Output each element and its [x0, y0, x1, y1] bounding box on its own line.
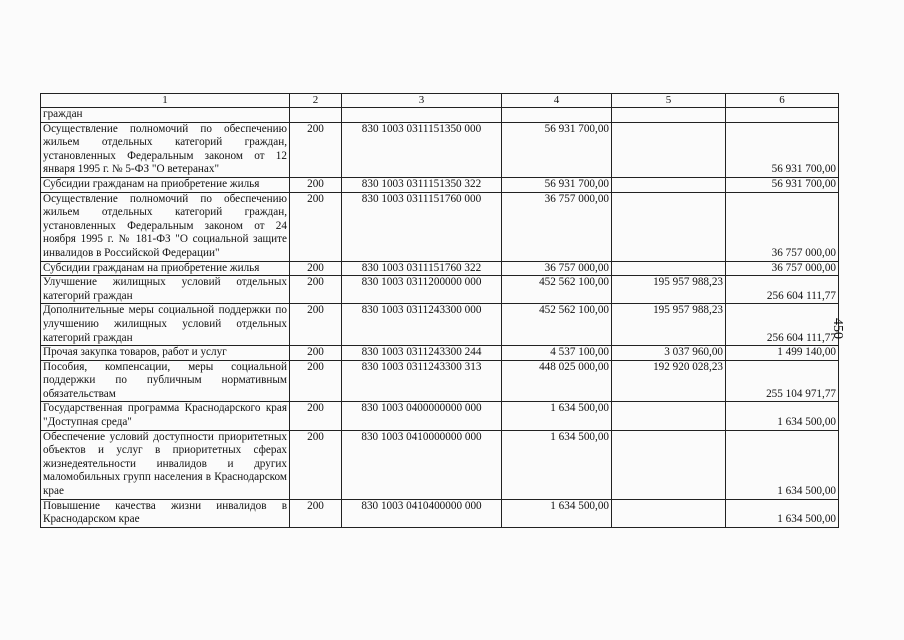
row-amount-5-cell: 195 957 988,23: [612, 276, 726, 304]
row-amount-5-cell: [612, 402, 726, 430]
row-amount-4-cell: 1 634 500,00: [502, 499, 612, 527]
row-classification-cell: 830 1003 0410000000 000: [342, 430, 502, 499]
budget-table: [40, 93, 839, 528]
row-amount-4-cell: 452 562 100,00: [502, 304, 612, 346]
row-code-cell: [290, 108, 342, 123]
row-classification-cell: 830 1003 0311243300 244: [342, 346, 502, 361]
row-classification-cell: 830 1003 0311200000 000: [342, 276, 502, 304]
row-code-cell: 200: [290, 402, 342, 430]
row-name-cell: Субсидии гражданам на приобретение жилья: [41, 261, 290, 276]
row-amount-5-cell: 192 920 028,23: [612, 360, 726, 402]
row-amount-4-cell: 36 757 000,00: [502, 192, 612, 261]
row-name-cell: граждан: [41, 108, 290, 123]
row-amount-5-cell: [612, 177, 726, 192]
row-amount-4-cell: 36 757 000,00: [502, 261, 612, 276]
row-amount-4-cell: 56 931 700,00: [502, 122, 612, 177]
row-name-cell: Прочая закупка товаров, работ и услуг: [41, 346, 290, 361]
table-row: [41, 108, 839, 123]
row-name-cell: Осуществление полномочий по обеспечению жильем отдельных категорий граждан, установленных Федеральным законом от 12 января 1995 г. № 5-ФЗ "О ветеранах": [41, 122, 290, 177]
column-header-1: 1: [41, 94, 290, 108]
row-code-cell: 200: [290, 499, 342, 527]
table-row: [41, 346, 839, 361]
table-row: [41, 360, 839, 402]
row-code-cell: 200: [290, 346, 342, 361]
row-amount-5-cell: [612, 430, 726, 499]
table-row: [41, 192, 839, 261]
row-code-cell: 200: [290, 304, 342, 346]
row-code-cell: 200: [290, 276, 342, 304]
budget-table-body: [41, 94, 839, 528]
table-row: [41, 177, 839, 192]
row-name-cell: Повышение качества жизни инвалидов в Краснодарском крае: [41, 499, 290, 527]
column-header-2: 2: [290, 94, 342, 108]
row-amount-5-cell: [612, 122, 726, 177]
row-classification-cell: 830 1003 0311243300 000: [342, 304, 502, 346]
row-code-cell: 200: [290, 430, 342, 499]
row-classification-cell: 830 1003 0311151760 322: [342, 261, 502, 276]
table-row: [41, 499, 839, 527]
row-amount-5-cell: 195 957 988,23: [612, 304, 726, 346]
row-classification-cell: 830 1003 0311151350 322: [342, 177, 502, 192]
table-row: [41, 402, 839, 430]
row-amount-5-cell: [612, 261, 726, 276]
row-amount-6-cell: 1 634 500,00: [726, 430, 839, 499]
row-amount-6-cell: 1 499 140,00: [726, 346, 839, 361]
row-amount-5-cell: 3 037 960,00: [612, 346, 726, 361]
row-name-cell: Обеспечение условий доступности приоритетных объектов и услуг в приоритетных сферах жизнедеятельности инвалидов и других маломобильных групп населения в Краснодарском крае: [41, 430, 290, 499]
table-row: [41, 430, 839, 499]
row-amount-6-cell: 56 931 700,00: [726, 177, 839, 192]
row-amount-6-cell: 36 757 000,00: [726, 261, 839, 276]
row-amount-4-cell: 1 634 500,00: [502, 402, 612, 430]
row-code-cell: 200: [290, 192, 342, 261]
row-name-cell: Государственная программа Краснодарского края "Доступная среда": [41, 402, 290, 430]
row-classification-cell: 830 1003 0311151350 000: [342, 122, 502, 177]
table-row: [41, 304, 839, 346]
row-amount-4-cell: 1 634 500,00: [502, 430, 612, 499]
row-amount-6-cell: 256 604 111,77: [726, 276, 839, 304]
row-amount-6-cell: 1 634 500,00: [726, 499, 839, 527]
row-name-cell: Улучшение жилищных условий отдельных категорий граждан: [41, 276, 290, 304]
row-amount-5-cell: [612, 108, 726, 123]
table-row: [41, 276, 839, 304]
row-classification-cell: 830 1003 0410400000 000: [342, 499, 502, 527]
page-number: 450: [830, 318, 845, 339]
column-header-6: 6: [726, 94, 839, 108]
row-code-cell: 200: [290, 122, 342, 177]
column-header-5: 5: [612, 94, 726, 108]
row-amount-4-cell: [502, 108, 612, 123]
row-amount-4-cell: 56 931 700,00: [502, 177, 612, 192]
row-amount-5-cell: [612, 192, 726, 261]
column-number-header-row: [41, 94, 839, 108]
row-name-cell: Дополнительные меры социальной поддержки по улучшению жилищных условий отдельных категорий граждан: [41, 304, 290, 346]
row-amount-6-cell: 36 757 000,00: [726, 192, 839, 261]
row-amount-6-cell: 256 604 111,77: [726, 304, 839, 346]
row-amount-6-cell: [726, 108, 839, 123]
table-row: [41, 261, 839, 276]
row-amount-6-cell: 255 104 971,77: [726, 360, 839, 402]
row-name-cell: Субсидии гражданам на приобретение жилья: [41, 177, 290, 192]
row-code-cell: 200: [290, 261, 342, 276]
row-amount-6-cell: 1 634 500,00: [726, 402, 839, 430]
row-classification-cell: [342, 108, 502, 123]
row-classification-cell: 830 1003 0400000000 000: [342, 402, 502, 430]
row-name-cell: Пособия, компенсации, меры социальной поддержки по публичным нормативным обязательствам: [41, 360, 290, 402]
row-code-cell: 200: [290, 177, 342, 192]
row-amount-6-cell: 56 931 700,00: [726, 122, 839, 177]
row-amount-4-cell: 452 562 100,00: [502, 276, 612, 304]
row-name-cell: Осуществление полномочий по обеспечению жильем отдельных категорий граждан, установленных Федеральным законом от 24 ноября 1995 г. № 181-ФЗ "О социальной защите инвалидов в Российской Федерации": [41, 192, 290, 261]
row-amount-4-cell: 448 025 000,00: [502, 360, 612, 402]
column-header-3: 3: [342, 94, 502, 108]
row-amount-5-cell: [612, 499, 726, 527]
row-classification-cell: 830 1003 0311151760 000: [342, 192, 502, 261]
column-header-4: 4: [502, 94, 612, 108]
row-amount-4-cell: 4 537 100,00: [502, 346, 612, 361]
row-code-cell: 200: [290, 360, 342, 402]
row-classification-cell: 830 1003 0311243300 313: [342, 360, 502, 402]
table-row: [41, 122, 839, 177]
